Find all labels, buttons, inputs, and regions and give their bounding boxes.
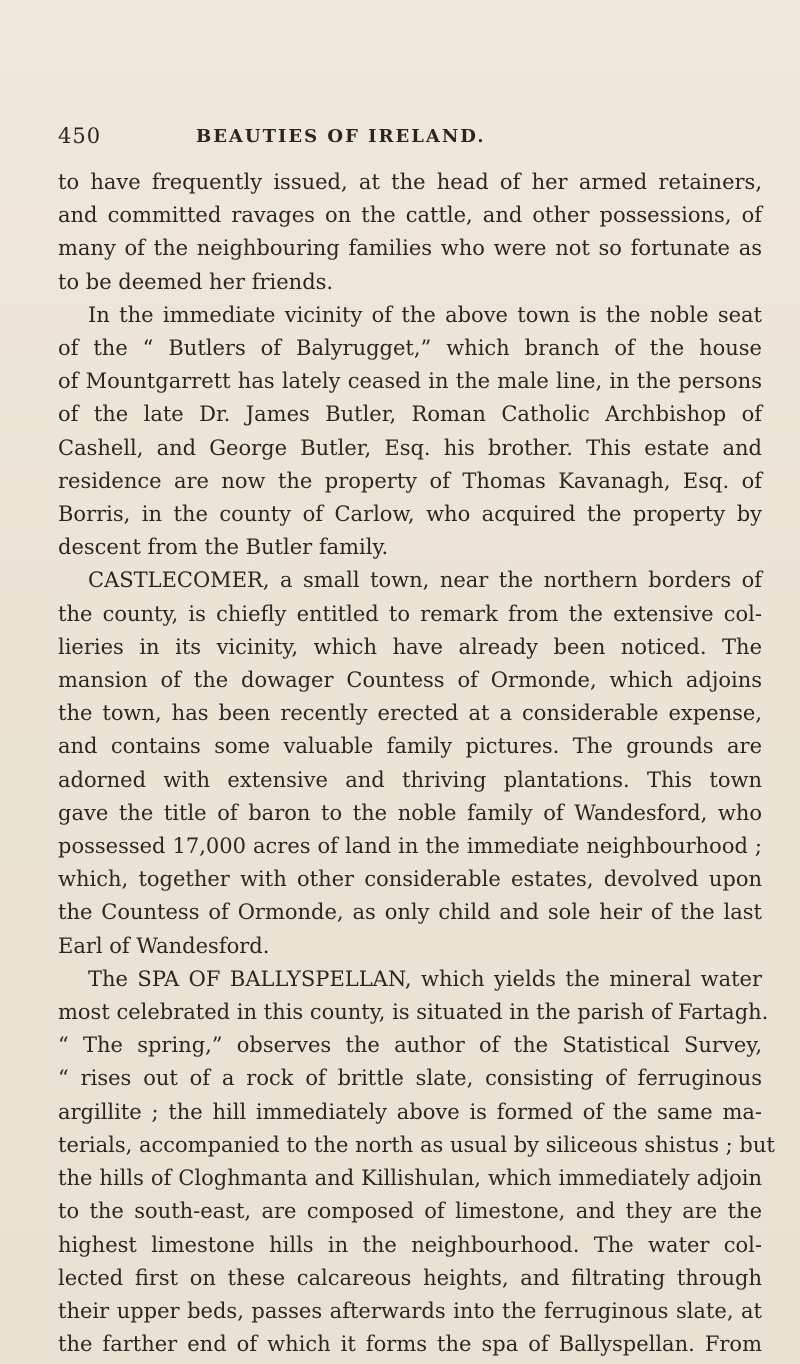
text-line: lected first on these calcareous heights, and filtrating through — [58, 1265, 762, 1290]
paragraph-first-line: CASTLECOMER, a small town, near the northern borders of — [88, 568, 762, 593]
running-head: BEAUTIES OF IRELAND. — [196, 126, 486, 147]
paragraph-first-line: In the immediate vicinity of the above town is the noble seat — [88, 302, 762, 327]
text-line: adorned with extensive and thriving plantations. This town — [58, 767, 762, 792]
text-line: Earl of Wandesford. — [58, 933, 270, 958]
text-line: of the “ Butlers of Balyrugget,” which branch of the house — [58, 336, 762, 361]
text-line: possessed 17,000 acres of land in the immediate neighbourhood ; — [58, 834, 762, 859]
body-text — [58, 166, 775, 1361]
text-line: to be deemed her friends. — [58, 269, 334, 294]
text-line: the farther end of which it forms the spa of Ballyspellan. From — [58, 1332, 762, 1357]
text-line: lieries in its vicinity, which have already been noticed. The — [58, 634, 762, 659]
text-line: Cashell, and George Butler, Esq. his brother. This estate and — [58, 435, 762, 460]
page-number: 450 — [58, 124, 102, 148]
text-line: most celebrated in this county, is situated in the parish of Fartagh. — [58, 1000, 769, 1025]
text-line: of the late Dr. James Butler, Roman Catholic Archbishop of — [58, 402, 762, 427]
paragraph-first-line: The SPA OF BALLYSPELLAN, which yields the mineral water — [88, 966, 762, 991]
text-line: mansion of the dowager Countess of Ormonde, which adjoins — [58, 668, 762, 693]
text-line: residence are now the property of Thomas Kavanagh, Esq. of — [58, 468, 762, 493]
text-line: Borris, in the county of Carlow, who acquired the property by — [58, 502, 762, 527]
text-line: the county, is chiefly entitled to remark from the extensive col- — [58, 601, 762, 626]
text-line: the town, has been recently erected at a considerable expense, — [58, 701, 762, 726]
text-line: “ The spring,” observes the author of the Statistical Survey, — [58, 1033, 762, 1058]
text-line: gave the title of baron to the noble family of Wandesford, who — [58, 800, 762, 825]
text-line: argillite ; the hill immediately above is formed of the same ma- — [58, 1099, 762, 1124]
text-line: to have frequently issued, at the head of her armed retainers, — [58, 170, 762, 194]
text-line: descent from the Butler family. — [58, 535, 389, 560]
text-line: many of the neighbouring families who were not so fortunate as — [58, 236, 762, 261]
text-line: which, together with other considerable estates, devolved upon — [58, 867, 762, 892]
text-line: the Countess of Ormonde, as only child and sole heir of the last — [58, 900, 762, 925]
text-line: their upper beds, passes afterwards into the ferruginous slate, at — [58, 1298, 762, 1323]
text-line: highest limestone hills in the neighbourhood. The water col- — [58, 1232, 762, 1257]
text-line: terials, accompanied to the north as usual by siliceous shistus ; but — [58, 1132, 775, 1157]
text-line: of Mountgarrett has lately ceased in the male line, in the persons — [58, 369, 762, 394]
page-header — [58, 110, 758, 150]
text-line: the hills of Cloghmanta and Killishulan, which immediately adjoin — [58, 1166, 762, 1191]
text-line: and contains some valuable family pictures. The grounds are — [58, 734, 762, 759]
text-line: “ rises out of a rock of brittle slate, consisting of ferruginous — [58, 1066, 762, 1091]
text-line: to the south-east, are composed of limestone, and they are the — [58, 1199, 762, 1224]
text-line: and committed ravages on the cattle, and other possessions, of — [58, 203, 762, 228]
